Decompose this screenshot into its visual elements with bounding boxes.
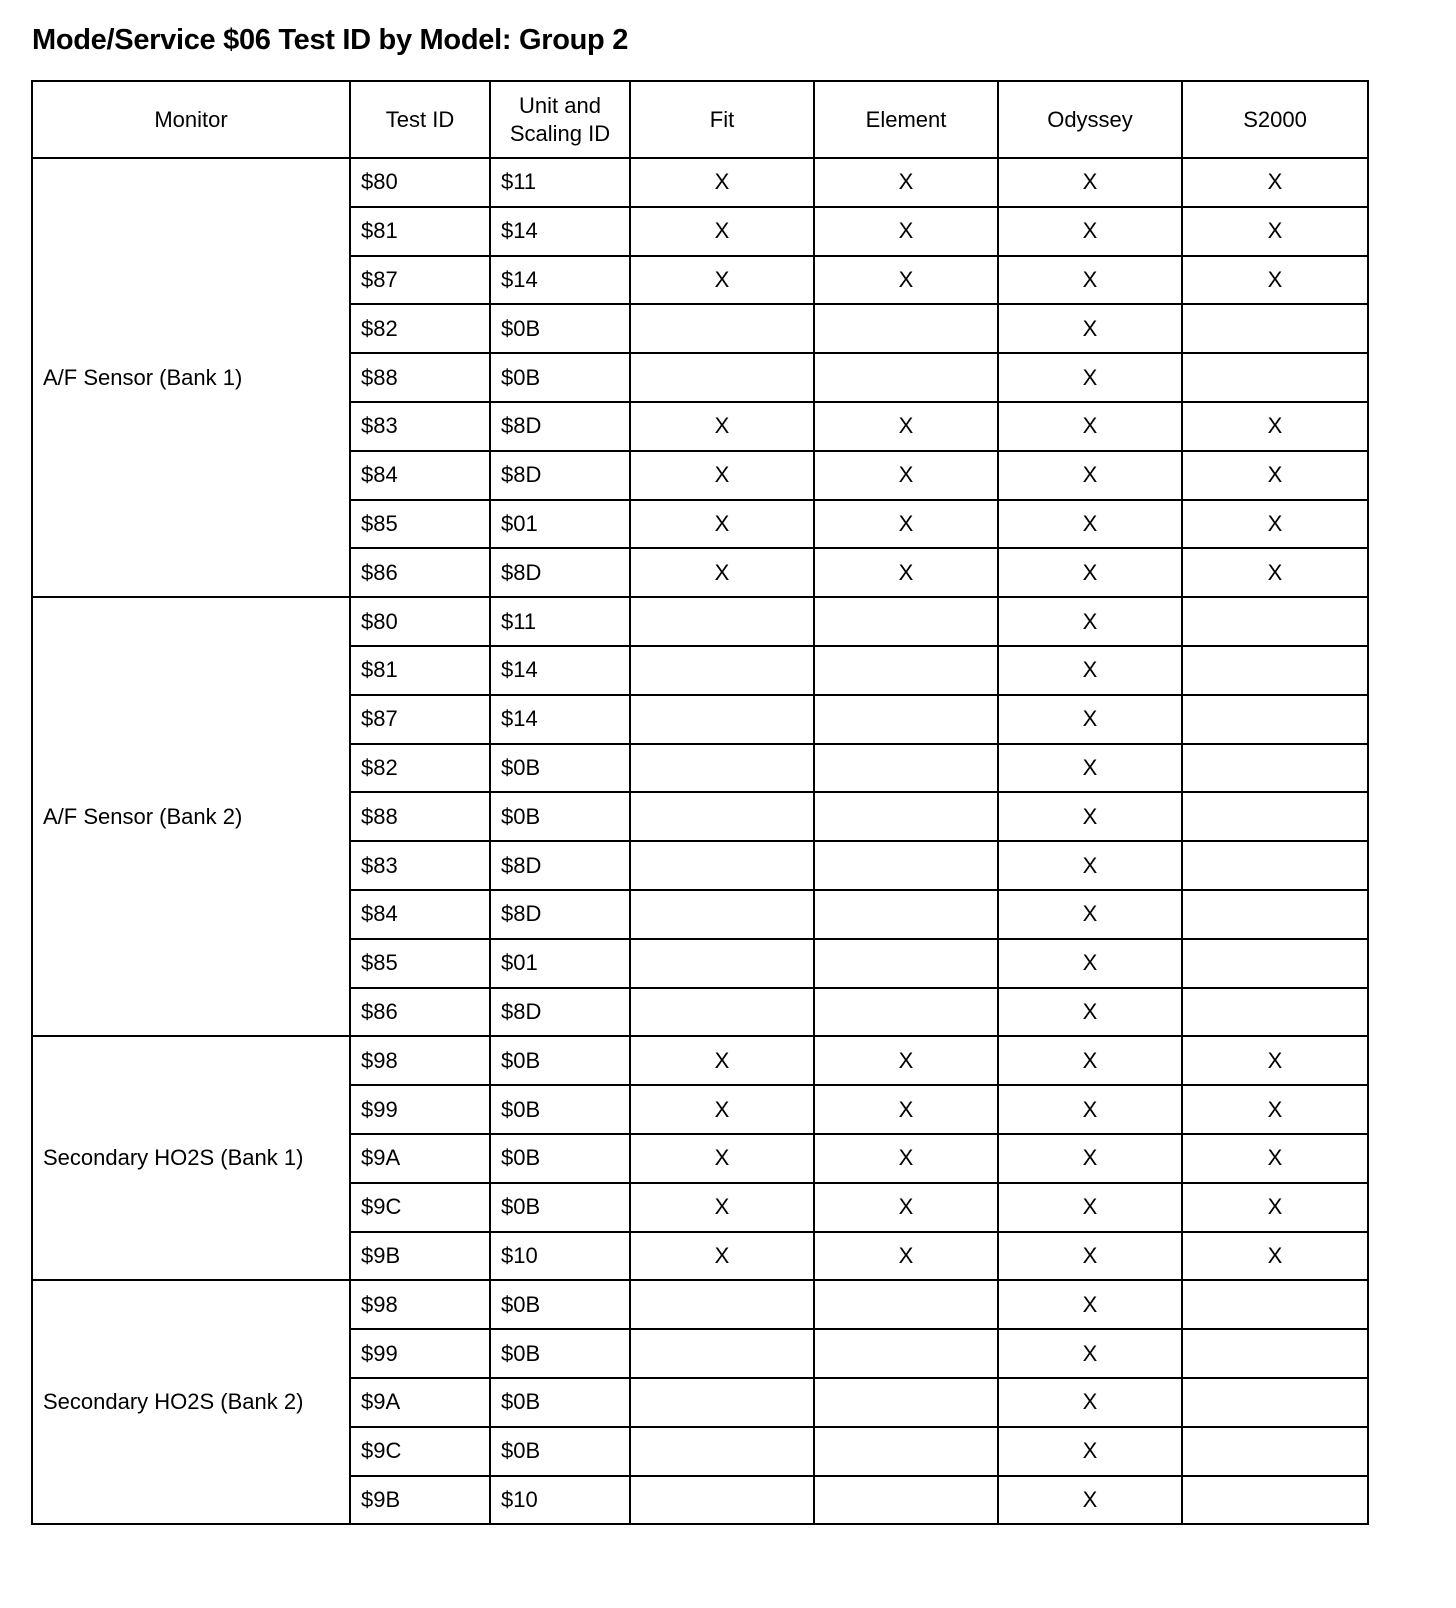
unit-scaling-id-cell: $11: [490, 158, 630, 207]
s2000-cell: X: [1182, 1232, 1368, 1281]
s2000-cell: [1182, 304, 1368, 353]
s2000-cell: [1182, 597, 1368, 646]
element-cell: [814, 304, 998, 353]
element-cell: [814, 744, 998, 793]
test-id-cell: $88: [350, 792, 490, 841]
element-cell: [814, 939, 998, 988]
element-cell: X: [814, 451, 998, 500]
fit-cell: [630, 988, 814, 1037]
odyssey-cell: X: [998, 695, 1182, 744]
fit-cell: [630, 646, 814, 695]
fit-cell: [630, 1476, 814, 1525]
element-cell: X: [814, 1085, 998, 1134]
element-cell: [814, 1280, 998, 1329]
test-id-cell: $82: [350, 744, 490, 793]
element-cell: [814, 792, 998, 841]
s2000-cell: X: [1182, 158, 1368, 207]
test-id-cell: $9C: [350, 1427, 490, 1476]
unit-scaling-id-cell: $0B: [490, 1183, 630, 1232]
element-cell: [814, 841, 998, 890]
s2000-cell: [1182, 841, 1368, 890]
unit-scaling-id-cell: $01: [490, 939, 630, 988]
unit-scaling-id-cell: $8D: [490, 451, 630, 500]
unit-scaling-id-cell: $8D: [490, 402, 630, 451]
fit-cell: X: [630, 500, 814, 549]
odyssey-cell: X: [998, 402, 1182, 451]
unit-scaling-id-cell: $10: [490, 1476, 630, 1525]
unit-scaling-id-cell: $0B: [490, 1378, 630, 1427]
element-cell: X: [814, 256, 998, 305]
s2000-cell: [1182, 646, 1368, 695]
unit-scaling-id-cell: $8D: [490, 841, 630, 890]
odyssey-cell: X: [998, 1427, 1182, 1476]
fit-cell: [630, 1329, 814, 1378]
s2000-cell: [1182, 939, 1368, 988]
fit-cell: [630, 939, 814, 988]
unit-scaling-id-cell: $0B: [490, 1427, 630, 1476]
fit-cell: X: [630, 1036, 814, 1085]
odyssey-cell: X: [998, 500, 1182, 549]
test-id-cell: $9A: [350, 1134, 490, 1183]
unit-scaling-id-cell: $0B: [490, 1329, 630, 1378]
odyssey-cell: X: [998, 1232, 1182, 1281]
element-cell: X: [814, 207, 998, 256]
fit-cell: [630, 695, 814, 744]
monitor-cell: Secondary HO2S (Bank 1): [32, 1036, 350, 1280]
test-id-cell: $86: [350, 988, 490, 1037]
fit-cell: X: [630, 1232, 814, 1281]
fit-cell: [630, 353, 814, 402]
test-id-cell: $9A: [350, 1378, 490, 1427]
header-unit-scaling-id: Unit and Scaling ID: [490, 81, 630, 158]
test-id-cell: $82: [350, 304, 490, 353]
table-row: [32, 1280, 1368, 1329]
test-id-cell: $98: [350, 1280, 490, 1329]
test-id-cell: $87: [350, 256, 490, 305]
odyssey-cell: X: [998, 890, 1182, 939]
odyssey-cell: X: [998, 792, 1182, 841]
odyssey-cell: X: [998, 451, 1182, 500]
element-cell: X: [814, 402, 998, 451]
element-cell: [814, 1329, 998, 1378]
unit-scaling-id-cell: $14: [490, 256, 630, 305]
s2000-cell: [1182, 1329, 1368, 1378]
test-id-cell: $80: [350, 158, 490, 207]
unit-scaling-id-cell: $8D: [490, 988, 630, 1037]
s2000-cell: X: [1182, 1085, 1368, 1134]
s2000-cell: X: [1182, 207, 1368, 256]
test-id-cell: $9B: [350, 1232, 490, 1281]
monitor-cell: Secondary HO2S (Bank 2): [32, 1280, 350, 1524]
table-row: [32, 1036, 1368, 1085]
fit-cell: X: [630, 451, 814, 500]
table-row: [32, 158, 1368, 207]
s2000-cell: [1182, 744, 1368, 793]
odyssey-cell: X: [998, 1378, 1182, 1427]
fit-cell: X: [630, 548, 814, 597]
s2000-cell: [1182, 792, 1368, 841]
test-id-cell: $87: [350, 695, 490, 744]
unit-scaling-id-cell: $0B: [490, 792, 630, 841]
monitor-cell: A/F Sensor (Bank 2): [32, 597, 350, 1036]
unit-scaling-id-cell: $0B: [490, 1280, 630, 1329]
unit-scaling-id-cell: $11: [490, 597, 630, 646]
odyssey-cell: X: [998, 841, 1182, 890]
element-cell: [814, 988, 998, 1037]
odyssey-cell: X: [998, 1183, 1182, 1232]
s2000-cell: X: [1182, 1134, 1368, 1183]
unit-scaling-id-cell: $14: [490, 695, 630, 744]
element-cell: X: [814, 158, 998, 207]
s2000-cell: [1182, 890, 1368, 939]
odyssey-cell: X: [998, 1085, 1182, 1134]
odyssey-cell: X: [998, 646, 1182, 695]
fit-cell: X: [630, 402, 814, 451]
test-id-cell: $86: [350, 548, 490, 597]
fit-cell: [630, 1427, 814, 1476]
s2000-cell: X: [1182, 500, 1368, 549]
test-id-cell: $80: [350, 597, 490, 646]
odyssey-cell: X: [998, 939, 1182, 988]
element-cell: [814, 353, 998, 402]
test-id-table: [31, 80, 1369, 1525]
element-cell: [814, 1427, 998, 1476]
header-element: Element: [814, 81, 998, 158]
fit-cell: X: [630, 1134, 814, 1183]
element-cell: X: [814, 548, 998, 597]
element-cell: [814, 597, 998, 646]
fit-cell: X: [630, 1085, 814, 1134]
s2000-cell: [1182, 353, 1368, 402]
unit-scaling-id-cell: $8D: [490, 548, 630, 597]
element-cell: [814, 1476, 998, 1525]
odyssey-cell: X: [998, 353, 1182, 402]
unit-scaling-id-cell: $0B: [490, 1036, 630, 1085]
element-cell: X: [814, 1134, 998, 1183]
odyssey-cell: X: [998, 1280, 1182, 1329]
s2000-cell: X: [1182, 451, 1368, 500]
s2000-cell: [1182, 695, 1368, 744]
s2000-cell: X: [1182, 256, 1368, 305]
odyssey-cell: X: [998, 1329, 1182, 1378]
odyssey-cell: X: [998, 744, 1182, 793]
s2000-cell: X: [1182, 1183, 1368, 1232]
header-s2000: S2000: [1182, 81, 1368, 158]
element-cell: X: [814, 1232, 998, 1281]
element-cell: [814, 695, 998, 744]
odyssey-cell: X: [998, 1134, 1182, 1183]
unit-scaling-id-cell: $8D: [490, 890, 630, 939]
unit-scaling-id-cell: $0B: [490, 1085, 630, 1134]
page-title: Mode/Service $06 Test ID by Model: Group 2: [32, 24, 629, 56]
s2000-cell: [1182, 1427, 1368, 1476]
test-id-cell: $84: [350, 451, 490, 500]
test-id-cell: $99: [350, 1329, 490, 1378]
s2000-cell: X: [1182, 1036, 1368, 1085]
odyssey-cell: X: [998, 1036, 1182, 1085]
test-id-cell: $98: [350, 1036, 490, 1085]
fit-cell: [630, 1280, 814, 1329]
s2000-cell: [1182, 1476, 1368, 1525]
s2000-cell: [1182, 1280, 1368, 1329]
odyssey-cell: X: [998, 1476, 1182, 1525]
odyssey-cell: X: [998, 207, 1182, 256]
fit-cell: [630, 1378, 814, 1427]
unit-scaling-id-cell: $10: [490, 1232, 630, 1281]
header-fit: Fit: [630, 81, 814, 158]
fit-cell: [630, 792, 814, 841]
s2000-cell: X: [1182, 402, 1368, 451]
fit-cell: [630, 304, 814, 353]
unit-scaling-id-cell: $0B: [490, 1134, 630, 1183]
test-id-cell: $83: [350, 402, 490, 451]
unit-scaling-id-cell: $14: [490, 207, 630, 256]
s2000-cell: [1182, 988, 1368, 1037]
test-id-cell: $9B: [350, 1476, 490, 1525]
fit-cell: [630, 744, 814, 793]
odyssey-cell: X: [998, 158, 1182, 207]
test-id-cell: $99: [350, 1085, 490, 1134]
header-test-id: Test ID: [350, 81, 490, 158]
odyssey-cell: X: [998, 548, 1182, 597]
unit-scaling-id-cell: $0B: [490, 744, 630, 793]
header-monitor: Monitor: [32, 81, 350, 158]
fit-cell: [630, 890, 814, 939]
fit-cell: X: [630, 158, 814, 207]
test-id-cell: $9C: [350, 1183, 490, 1232]
table-row: [32, 597, 1368, 646]
unit-scaling-id-cell: $0B: [490, 353, 630, 402]
unit-scaling-id-cell: $0B: [490, 304, 630, 353]
test-id-cell: $85: [350, 939, 490, 988]
test-id-cell: $81: [350, 207, 490, 256]
fit-cell: X: [630, 1183, 814, 1232]
element-cell: X: [814, 500, 998, 549]
odyssey-cell: X: [998, 304, 1182, 353]
element-cell: X: [814, 1183, 998, 1232]
s2000-cell: X: [1182, 548, 1368, 597]
header-row: [32, 81, 1368, 158]
element-cell: [814, 1378, 998, 1427]
monitor-cell: A/F Sensor (Bank 1): [32, 158, 350, 597]
element-cell: [814, 646, 998, 695]
test-id-cell: $84: [350, 890, 490, 939]
odyssey-cell: X: [998, 597, 1182, 646]
test-id-cell: $81: [350, 646, 490, 695]
unit-scaling-id-cell: $01: [490, 500, 630, 549]
odyssey-cell: X: [998, 256, 1182, 305]
fit-cell: [630, 841, 814, 890]
fit-cell: X: [630, 256, 814, 305]
test-id-cell: $88: [350, 353, 490, 402]
test-id-cell: $85: [350, 500, 490, 549]
test-id-cell: $83: [350, 841, 490, 890]
fit-cell: X: [630, 207, 814, 256]
element-cell: [814, 890, 998, 939]
element-cell: X: [814, 1036, 998, 1085]
fit-cell: [630, 597, 814, 646]
unit-scaling-id-cell: $14: [490, 646, 630, 695]
header-odyssey: Odyssey: [998, 81, 1182, 158]
odyssey-cell: X: [998, 988, 1182, 1037]
s2000-cell: [1182, 1378, 1368, 1427]
